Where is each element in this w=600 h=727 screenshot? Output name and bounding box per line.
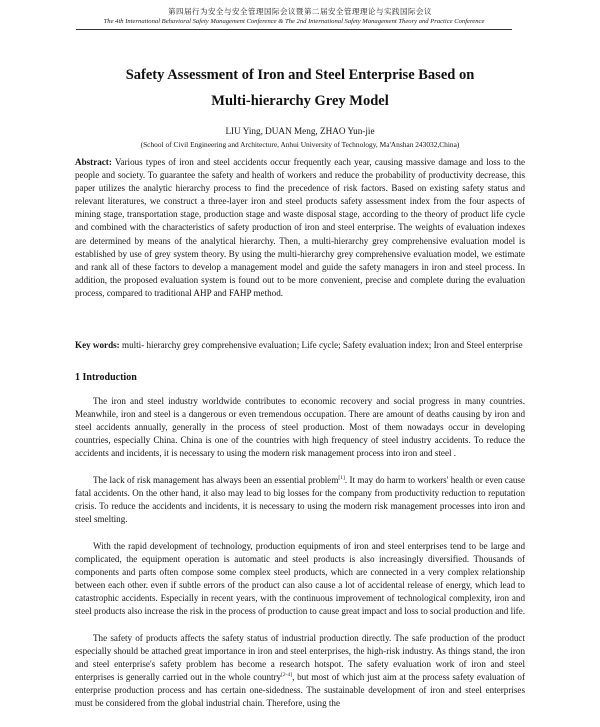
header-rule: [76, 29, 512, 30]
citation-1: [1]: [338, 474, 345, 481]
intro-paragraph-2: [75, 474, 525, 526]
conference-header-chinese: 第四届行为安全与安全管理国际会议暨第二届安全管理理论与实践国际会议: [168, 7, 432, 16]
intro-paragraph-4: [75, 632, 525, 711]
intro-paragraph-4-text-a: The safety of products affects the safety status of industrial production directly. The safe production of the product especially should be attached great importance in iron and steel enterprises, the high-risk industry. As things stand, the iron and steel enterprise's safety problem has become a research hotspot. The safety evaluation work of iron and steel enterprises is generally carried out in the whole country: [75, 633, 525, 683]
citation-2-4: [2-4]: [281, 672, 293, 679]
intro-paragraph-4-text-b: , but most of which just aim at the process safety evaluation of enterprise production process and has certain one-sidedness. The sustainable development of iron and steel enterprises must be considered from the global industrial chain. Therefore, using the: [75, 672, 525, 709]
affiliation: (School of Civil Engineering and Architecture, Anhui University of Technology, Ma'Anshan 243032,China): [140, 140, 460, 149]
paper-title-line-1: Safety Assessment of Iron and Steel Enterprise Based on: [125, 67, 475, 83]
paper-title-line-2: Multi-hierarchy Grey Model: [211, 93, 389, 109]
intro-paragraph-1: The iron and steel industry worldwide contributes to economic recovery and social progress in many countries. Meanwhile, iron and steel is a dangerous or even tremendous occupation. There are amount of deaths causing by iron and steel accidents annually, generally in the process of steel production. Most of them nowadays occur in developing countries, especially China. China is one of the countries with high frequency of steel industry accidents. To reduce the accidents and incidents, it is necessary to using the modern risk management process into iron and steel .: [75, 396, 525, 459]
abstract-label: Abstract:: [75, 157, 112, 167]
authors: LIU Ying, DUAN Meng, ZHAO Yun-jie: [225, 126, 375, 136]
abstract: [75, 156, 525, 300]
abstract-text: Various types of iron and steel accidents occur frequently each year, causing massive damage and loss to the people and society. To guarantee the safety and health of workers and reduce the probability of productivity decrease, this paper utilizes the analytic hierarchy process to find the precedence of risk factors. Based on existing safety status and relevant literatures, we construct a three-layer iron and steel products safety assessment index from the four aspects of mining stage, transportation stage, production stage and waste disposal stage, according to the theory of product life cycle and combined with the characteristics of safety production of iron and steel enterprise. The weights of evaluation indexes are determined by means of the analytical hierarchy. Then, a multi-hierarchy grey comprehensive evaluation model is established by use of grey system theory. By using the multi-hierarchy grey comprehensive evaluation model, we estimate and rank all of these factors to develop a management model and guide the safety managers in iron and steel process. In addition, the proposed evaluation system is found out to be more convenient, precise and complete during the evaluation process, compared to traditional AHP and FAHP method.: [75, 157, 525, 298]
keywords: [75, 339, 566, 352]
intro-paragraph-2-text-a: The lack of risk management has always been an essential problem: [93, 475, 339, 485]
keywords-label: Key words:: [75, 340, 120, 350]
conference-header-english: The 4th International Behavioral Safety Management Conference & The 2nd International Safety Management Theory and Practice Conference: [103, 18, 485, 25]
section-heading-introduction: 1 Introduction: [75, 372, 137, 383]
intro-paragraph-2-text-b: . It may do harm to workers' health or even cause fatal accidents. On the other hand, it also may lead to big losses for the company from productivity reduction to reputation crisis. To reduce the accidents and incidents, it is necessary to using the modern risk management processes into iron and steel smelting.: [75, 475, 525, 525]
keywords-text: multi- hierarchy grey comprehensive evaluation; Life cycle; Safety evaluation index; Iron and Steel enterprise: [119, 340, 523, 350]
intro-paragraph-3: With the rapid development of technology, production equipments of iron and steel enterprises tend to be large and complicated, the equipment operation is automatic and steel products is also increasingly diversified. Thousands of components and parts often compose some complex steel products, which are connected in a very complex relationship between each other. even if subtle errors of the product can also cause a lot of accidental release of energy, which lead to catastrophic accidents. Especially in recent years, with the continuous improvement of technological complexity, iron and steel products also increase the risk in the process of production to cause great impact and loss to social production and life.: [75, 541, 526, 617]
